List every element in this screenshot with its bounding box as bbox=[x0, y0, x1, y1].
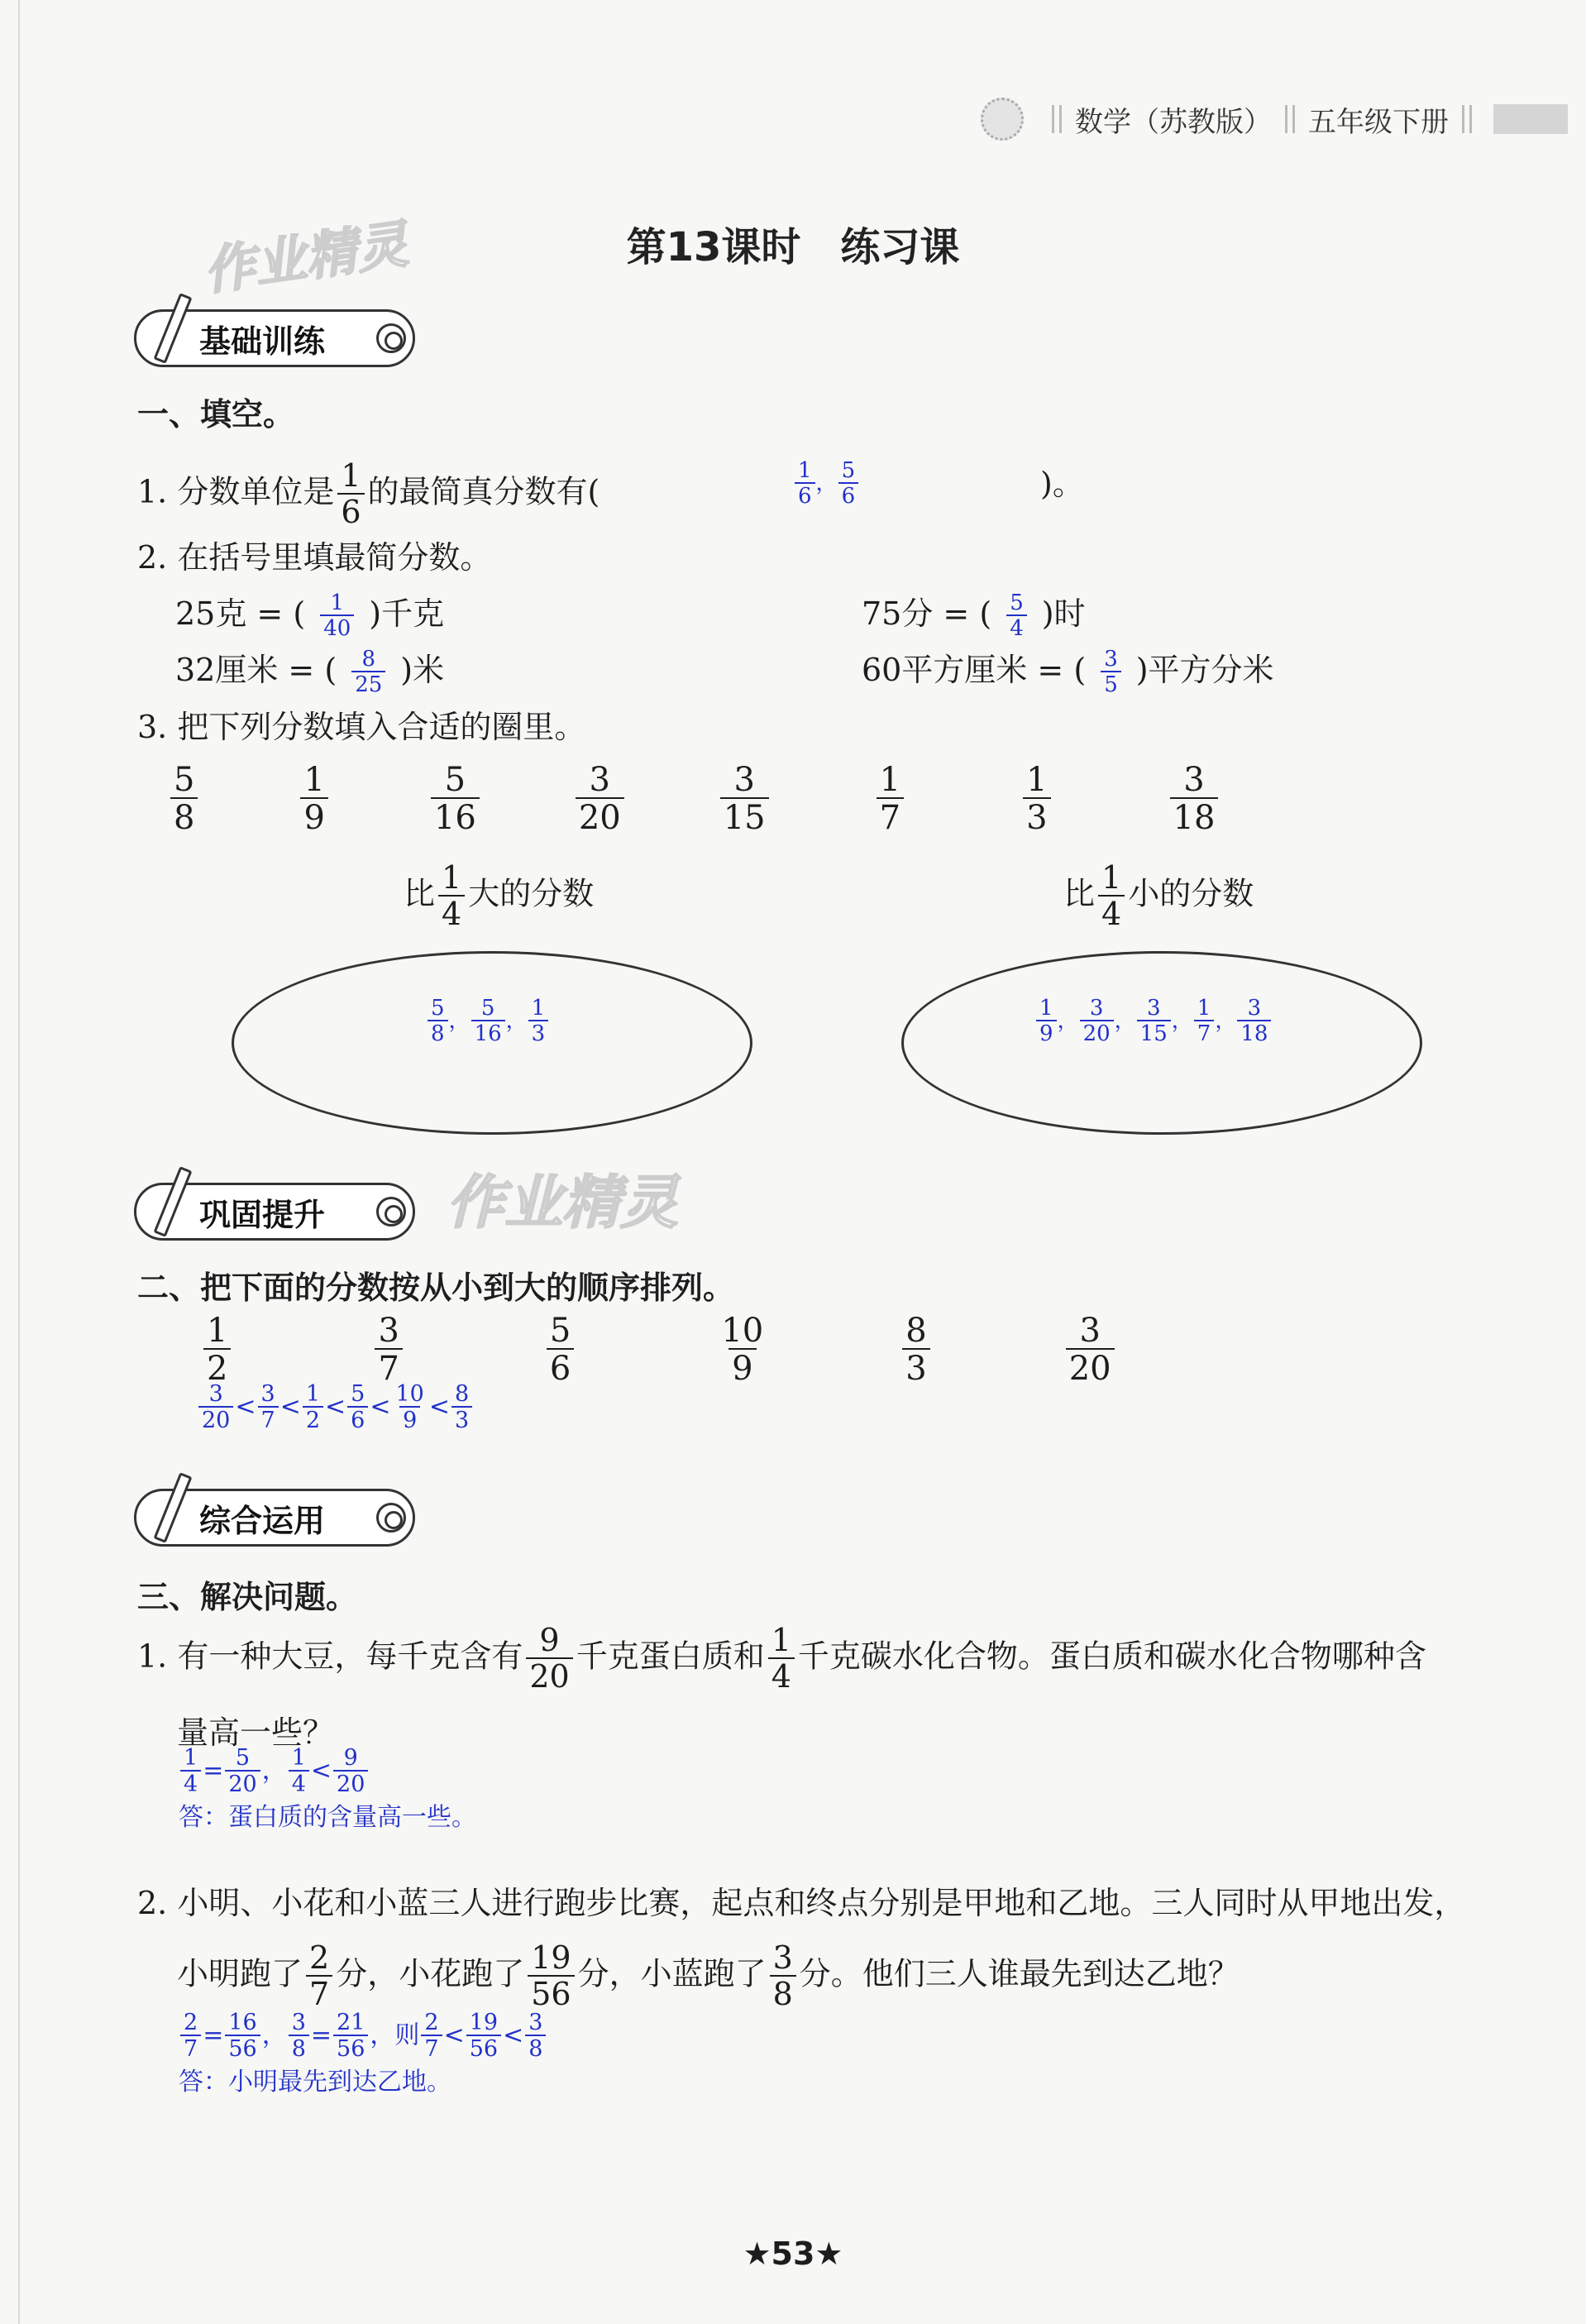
answer-smaller: $\frac{1}{9}$ ， $\frac{3}{20}$ ， $\frac{3}{15}$ ， $\frac{1}{7}$ ， $\frac{3}{18}$ bbox=[1035, 997, 1272, 1046]
problem-1: 1. 有一种大豆，每千克含有 $\frac{9}{20}$ 千克蛋白质和 $\frac{1}{4}$ 千克碳水化合物。蛋白质和碳水化合物哪种含 bbox=[137, 1622, 1426, 1695]
section-banner-apply bbox=[134, 1489, 415, 1547]
fraction: $\frac{9}{20}$ bbox=[333, 1747, 368, 1797]
lesson-title: 第13课时 练习课 bbox=[626, 224, 960, 270]
answer-order: $\frac{3}{20}$ < $\frac{3}{7}$ < $\frac{1}{2}$ < $\frac{5}{6}$ < $\frac{10}{9}$ < $\frac{8}{3}$ bbox=[197, 1383, 474, 1433]
fraction: $\frac{5}{16}$ bbox=[431, 763, 480, 835]
watermark: 作业精灵 bbox=[199, 213, 412, 302]
sun-logo-icon bbox=[981, 98, 1024, 141]
fraction: $\frac{1}{9}$ bbox=[1036, 997, 1057, 1046]
work-1: $\frac{1}{4}$ = $\frac{5}{20}$ ， $\frac{1}{4}$ < $\frac{9}{20}$ bbox=[179, 1747, 370, 1797]
question-close: )。 bbox=[1040, 466, 1084, 502]
fraction: $\frac{2}{7}$ bbox=[180, 2011, 201, 2062]
fraction: $\frac{3}{18}$ bbox=[1170, 763, 1219, 835]
answer-2: 答：小明最先到达乙地。 bbox=[179, 2068, 451, 2097]
part3-heading: 三、解决问题。 bbox=[137, 1579, 358, 1615]
divider bbox=[1285, 105, 1295, 133]
answer-fraction: $\frac{8}{25}$ bbox=[351, 648, 385, 697]
fraction: $\frac{3}{8}$ bbox=[525, 2011, 546, 2062]
divider bbox=[1052, 105, 1062, 133]
answer-1-1: $\frac{1}{6}$ ， $\frac{5}{6}$ bbox=[794, 460, 859, 509]
problem-2-line1: 2. 小明、小花和小蓝三人进行跑步比赛，起点和终点分别是甲地和乙地。三人同时从甲地出发， bbox=[137, 1885, 1466, 1921]
fraction: $\frac{3}{8}$ bbox=[770, 1942, 796, 2011]
fraction: $\frac{5}{8}$ bbox=[170, 763, 198, 835]
conversion-item: 75分 = ( $\frac{5}{4}$ )时 bbox=[862, 591, 1086, 642]
fraction: $\frac{1}{7}$ bbox=[1194, 997, 1215, 1046]
fraction: $\frac{2}{7}$ bbox=[421, 2011, 442, 2062]
fraction: $\frac{8}{3}$ bbox=[902, 1313, 929, 1386]
ring-icon bbox=[376, 323, 406, 353]
q-text: 1. 分数单位是 bbox=[137, 473, 335, 510]
fraction: $\frac{1}{4}$ bbox=[438, 862, 465, 931]
running-header bbox=[981, 98, 1568, 141]
fraction: $\frac{3}{7}$ bbox=[258, 1383, 279, 1433]
fraction: $\frac{19}{56}$ bbox=[466, 2011, 501, 2062]
fraction: $\frac{16}{56}$ bbox=[225, 2011, 260, 2062]
fraction: $\frac{1}{6}$ bbox=[795, 460, 815, 509]
header-tab bbox=[1493, 104, 1568, 134]
fraction: $\frac{1}{2}$ bbox=[203, 1313, 231, 1386]
section-label: 巩固提升 bbox=[199, 1196, 326, 1233]
fraction-list bbox=[200, 1313, 1118, 1386]
section-label: 基础训练 bbox=[199, 323, 326, 360]
fraction: $\frac{10}{9}$ bbox=[395, 1381, 424, 1434]
header-grade: 五年级下册 bbox=[1308, 105, 1449, 139]
fraction: $\frac{19}{56}$ bbox=[528, 1942, 574, 2011]
fraction: $\frac{3}{18}$ bbox=[1237, 997, 1271, 1046]
question-1-3: 3. 把下列分数填入合适的圈里。 bbox=[137, 709, 586, 745]
page-edge bbox=[18, 0, 20, 2324]
watermark: 作业精灵 bbox=[447, 1169, 678, 1236]
fraction: $\frac{3}{20}$ bbox=[576, 763, 624, 835]
fraction-list bbox=[167, 763, 1221, 835]
q-text: 的最简真分数有( bbox=[367, 473, 600, 510]
section-banner-basic bbox=[134, 309, 415, 367]
pencil-icon bbox=[153, 1166, 192, 1237]
fraction: $\frac{5}{6}$ bbox=[547, 1313, 574, 1386]
section-banner-consolidate bbox=[134, 1183, 415, 1241]
work-2: $\frac{2}{7}$ = $\frac{16}{56}$ ， $\frac{3}{8}$ = $\frac{21}{56}$ ，则 $\frac{2}{7}$ < $\frac{19}{56}$ < $\frac{3}{8}$ bbox=[179, 2011, 547, 2062]
fraction: $\frac{1}{7}$ bbox=[877, 763, 904, 835]
fraction: $\frac{3}{8}$ bbox=[289, 2011, 309, 2062]
fraction: $\frac{3}{15}$ bbox=[1137, 997, 1171, 1046]
part1-heading: 一、填空。 bbox=[137, 396, 295, 433]
fraction: $\frac{3}{20}$ bbox=[1066, 1313, 1115, 1386]
answer-fraction: $\frac{3}{5}$ bbox=[1101, 648, 1121, 697]
label-bigger: 比 $\frac{1}{4}$ 大的分数 bbox=[404, 859, 595, 932]
pencil-icon bbox=[153, 293, 192, 364]
fraction: $\frac{3}{15}$ bbox=[720, 763, 769, 835]
fraction: $\frac{3}{20}$ bbox=[1080, 997, 1114, 1046]
fraction: $\frac{2}{7}$ bbox=[306, 1942, 332, 2011]
fraction: $\frac{3}{20}$ bbox=[198, 1383, 233, 1433]
problem-2-line2: 小明跑了 $\frac{2}{7}$ 分，小花跑了 $\frac{19}{56}$ 分，小蓝跑了 $\frac{3}{8}$ 分。他们三人谁最先到达乙地？ bbox=[177, 1939, 1240, 2012]
problem-1-line2: 量高一些？ bbox=[177, 1714, 335, 1751]
fraction: $\frac{1}{4}$ bbox=[289, 1747, 309, 1797]
ring-icon bbox=[376, 1197, 406, 1227]
fraction: $\frac{1}{4}$ bbox=[1098, 862, 1125, 931]
divider bbox=[1462, 105, 1472, 133]
label-smaller: 比 $\frac{1}{4}$ 小的分数 bbox=[1063, 859, 1254, 932]
fraction: $\frac{1}{4}$ bbox=[180, 1747, 201, 1797]
conversion-item: 32厘米 = ( $\frac{8}{25}$ )米 bbox=[175, 647, 445, 698]
fraction: $\frac{21}{56}$ bbox=[333, 2011, 368, 2062]
fraction: $\frac{5}{6}$ bbox=[347, 1383, 368, 1433]
fraction: $\frac{3}{7}$ bbox=[375, 1313, 402, 1386]
fraction: $\frac{5}{20}$ bbox=[225, 1747, 260, 1797]
fraction: $\frac{1}{2}$ bbox=[303, 1383, 323, 1433]
answer-fraction: $\frac{1}{40}$ bbox=[320, 592, 354, 641]
fraction: $\frac{10}{9}$ bbox=[721, 1312, 764, 1388]
fraction: $\frac{1}{3}$ bbox=[1023, 763, 1050, 835]
fraction: $\frac{1}{3}$ bbox=[528, 997, 549, 1046]
answer-fraction: $\frac{5}{4}$ bbox=[1006, 592, 1027, 641]
fraction: $\frac{9}{20}$ bbox=[526, 1624, 572, 1694]
page-number: ★53★ bbox=[743, 2236, 843, 2272]
fraction: $\frac{5}{8}$ bbox=[428, 997, 448, 1046]
conversion-item: 25克 = ( $\frac{1}{40}$ )千克 bbox=[175, 591, 445, 642]
ring-icon bbox=[376, 1503, 406, 1533]
fraction: $\frac{1}{9}$ bbox=[300, 763, 327, 835]
conversion-item: 60平方厘米 = ( $\frac{3}{5}$ )平方分米 bbox=[862, 647, 1274, 698]
question-1-2: 2. 在括号里填最简分数。 bbox=[137, 539, 492, 576]
pencil-icon bbox=[153, 1472, 192, 1543]
fraction: $\frac{5}{16}$ bbox=[471, 997, 505, 1046]
part2-heading: 二、把下面的分数按从小到大的顺序排列。 bbox=[137, 1270, 735, 1306]
fraction: $\frac{8}{3}$ bbox=[451, 1383, 472, 1433]
section-label: 综合运用 bbox=[199, 1502, 326, 1539]
fraction: $\frac{1}{4}$ bbox=[768, 1624, 795, 1694]
header-subject: 数学（苏教版） bbox=[1075, 105, 1272, 139]
answer-1: 答：蛋白质的含量高一些。 bbox=[179, 1803, 476, 1832]
question-1-1 bbox=[137, 457, 600, 530]
fraction: $\frac{1}{6}$ bbox=[337, 460, 364, 529]
fraction: $\frac{5}{6}$ bbox=[838, 460, 859, 509]
answer-bigger: $\frac{5}{8}$ ， $\frac{5}{16}$ ， $\frac{1}{3}$ bbox=[427, 997, 549, 1046]
